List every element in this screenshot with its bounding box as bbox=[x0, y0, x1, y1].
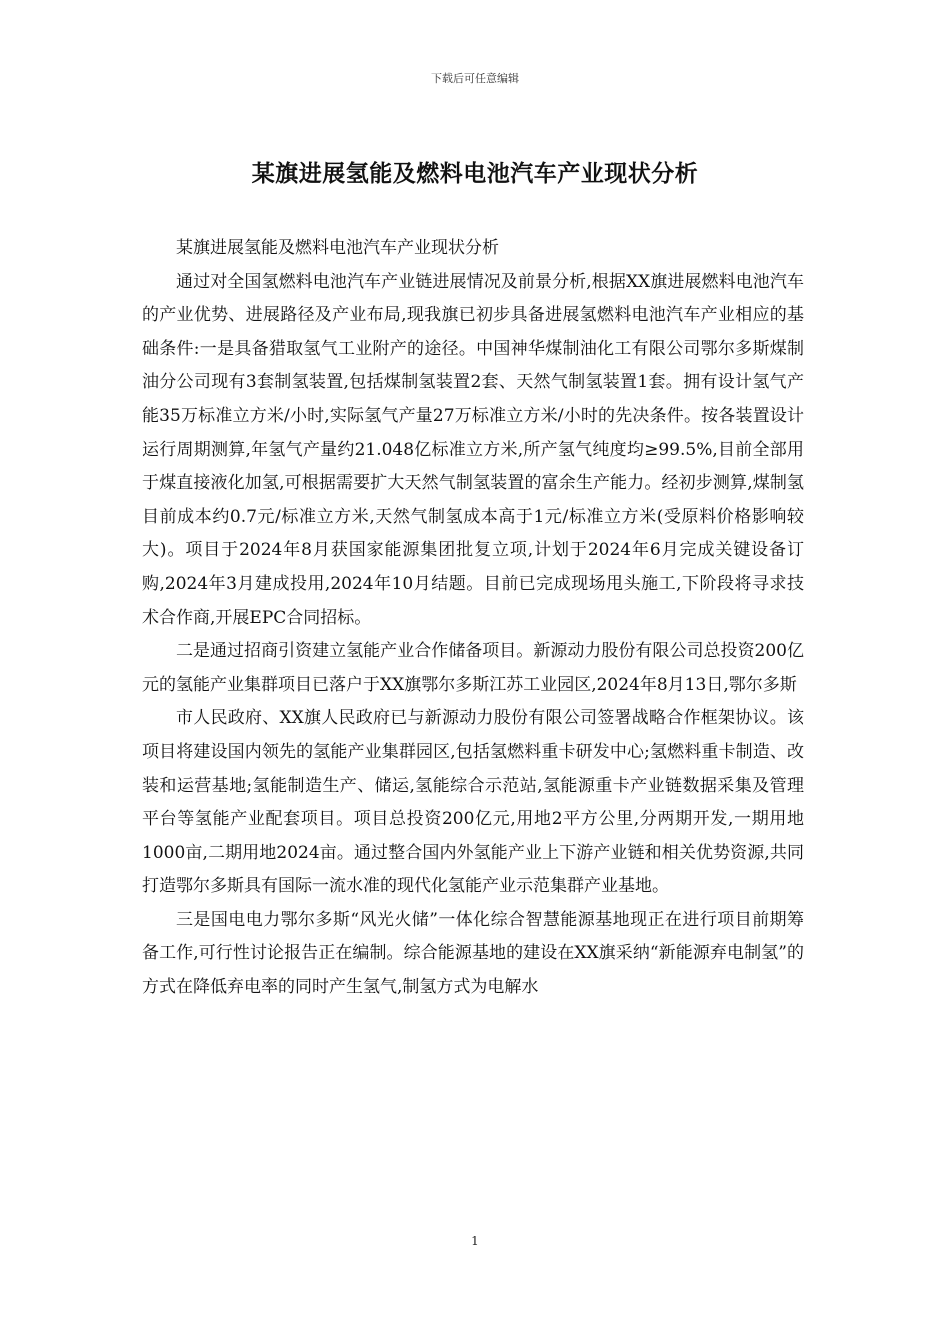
header-note: 下载后可任意编辑 bbox=[431, 72, 519, 85]
page-number: 1 bbox=[471, 1234, 479, 1248]
document-title: 某旗进展氢能及燃料电池汽车产业现状分析 bbox=[251, 160, 699, 187]
paragraph: 通过对全国氢燃料电池汽车产业链进展情况及前景分析,根据XX旗进展燃料电池汽车的产业优势、进展路径及产业布局,现我旗已初步具备进展氢燃料电池汽车产业相应的基础条件:一是具备猎取氢气工业附产的途径。中国神华煤制油化工有限公司鄂尔多斯煤制油分公司现有3套制氢装置,包括煤制氢装置2套、天然气制氢装置1套。拥有设计氢气产能35万标准立方米/小时,实际氢气产量27万标准立方米/小时的先决条件。按各装置设计运行周期测算,年氢气产量约21.048亿标准立方米,所产氢气纯度均≥99.5%,目前全部用于煤直接液化加氢,可根据需要扩大天然气制氢装置的富余生产能力。经初步测算,煤制氢目前成本约0.7元/标准立方米,天然气制氢成本高于1元/标准立方米(受原料价格影响较大)。项目于2024年8月获国家能源集团批复立项,计划于2024年6月完成关键设备订购,2024年3月建成投用,2024年10月结题。目前已完成现场甩头施工,下阶段将寻求技术合作商,开展EPC合同招标。 bbox=[142, 271, 804, 628]
paragraph-subtitle: 某旗进展氢能及燃料电池汽车产业现状分析 bbox=[176, 238, 499, 258]
paragraph: 二是通过招商引资建立氢能产业合作储备项目。新源动力股份有限公司总投资200亿元的氢能产业集群项目已落户于XX旗鄂尔多斯江苏工业园区,2024年8月13日,鄂尔多斯 bbox=[142, 641, 804, 695]
paragraph: 市人民政府、XX旗人民政府已与新源动力股份有限公司签署战略合作框架协议。该项目将建设国内领先的氢能产业集群园区,包括氢燃料重卡研发中心;氢燃料重卡制造、改装和运营基地;氢能制造生产、储运,氢能综合示范站,氢能源重卡产业链数据采集及管理平台等氢能产业配套项目。项目总投资200亿元,用地2平方公里,分两期开发,一期用地1000亩,二期用地2024亩。通过整合国内外氢能产业上下游产业链和相关优势资源,共同打造鄂尔多斯具有国际一流水准的现代化氢能产业示范集群产业基地。 bbox=[142, 708, 804, 897]
document-body bbox=[142, 232, 804, 1005]
paragraph: 三是国电电力鄂尔多斯“风光火储”一体化综合智慧能源基地现正在进行项目前期筹备工作,可行性讨论报告正在编制。综合能源基地的建设在XX旗采纳“新能源弃电制氢”的方式在降低弃电率的同时产生氢气,制氢方式为电解水 bbox=[142, 909, 804, 998]
